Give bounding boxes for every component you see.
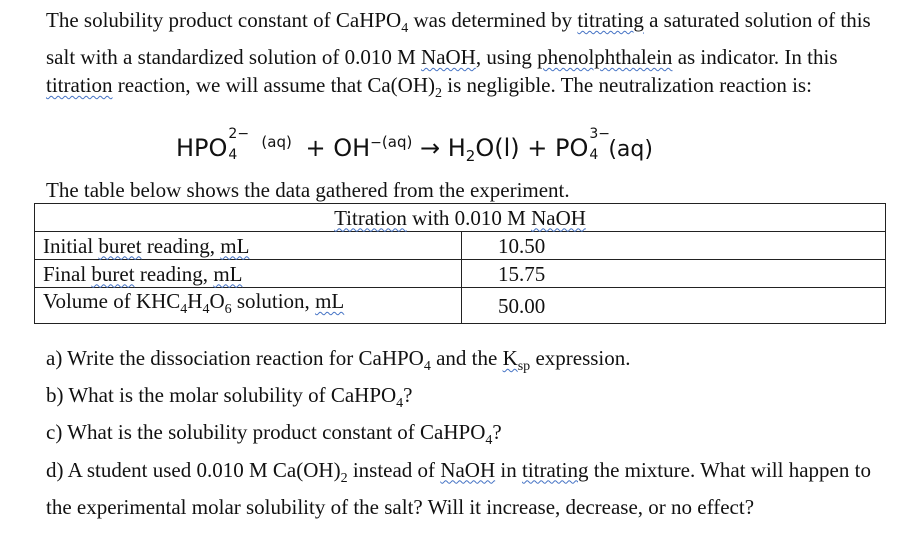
eq-po-phase: (aq) <box>608 137 653 162</box>
question-c-text: c) What is the solubility product constant of CaHPO <box>46 420 486 445</box>
question-a-text: a) Write the dissociation reaction for CaHPO <box>46 346 424 370</box>
question-d-text: in <box>495 457 522 482</box>
eq-oh-phase: (aq) <box>381 133 413 151</box>
table-row <box>35 260 886 288</box>
question-a-text: expression. <box>530 346 631 370</box>
intro-text-10: reaction, we will assume that Ca(OH) <box>112 73 435 98</box>
neutralization-equation <box>176 118 776 168</box>
header-word-naoh: NaOH <box>531 205 586 230</box>
question-a-text: and the <box>430 346 503 370</box>
question-b-text: ? <box>403 383 413 408</box>
question-d <box>46 456 896 521</box>
question-c <box>46 418 896 455</box>
ksp-sub: sp <box>517 359 531 375</box>
intro-sub-2: 2 <box>435 86 442 102</box>
row-label-part: reading, <box>134 261 214 286</box>
question-c-sub: 4 <box>485 433 493 449</box>
eq-hpo: HPO <box>176 134 228 162</box>
table-row <box>35 232 886 260</box>
question-c-text: ? <box>492 420 502 445</box>
row-value-final: 15.75 <box>462 260 886 288</box>
row-label-part: O <box>209 289 225 313</box>
question-list <box>46 344 896 521</box>
header-word-titration: Titration <box>334 205 407 230</box>
intro-text-11: is negligible. The neutralization reaction is: <box>442 73 812 98</box>
question-d-titrating: titrating <box>521 457 589 482</box>
intro-text-2: was determined by <box>408 8 578 32</box>
question-b <box>46 381 896 418</box>
problem-intro <box>46 6 896 108</box>
question-d-text: d) A student used 0.010 M Ca(OH) <box>46 457 341 482</box>
eq-h-sub: 2 <box>465 147 476 165</box>
eq-po-sub: 4 <box>589 147 599 163</box>
intro-word-phenolphthalein: phenolphthalein <box>537 45 673 70</box>
question-a-ksp <box>502 346 531 375</box>
question-a-sub: 4 <box>423 359 431 375</box>
eq-hpo-phase: (aq) <box>261 133 292 151</box>
row-label-initial <box>35 232 462 260</box>
titration-data-table <box>34 203 886 324</box>
eq-oh: + OH <box>305 134 371 162</box>
eq-oh-charge: − <box>370 135 382 151</box>
row-label-unit: mL <box>220 233 250 258</box>
row-label-volume <box>35 288 462 324</box>
row-label-final <box>35 260 462 288</box>
row-label-part: Initial <box>43 233 99 258</box>
table-header-row <box>35 204 886 232</box>
question-d-text: the mixture. What will happen to the experimental molar solubility of the salt? Will it increase, decrease, or no effect? <box>46 457 871 519</box>
row-label-sub: 4 <box>180 302 188 318</box>
intro-word-titrating: titrating <box>577 8 644 32</box>
row-label-sub: 4 <box>202 302 210 318</box>
eq-po-charge: 3− <box>589 126 610 142</box>
intro-text-4: a saturated solution of this salt with a standardized solution of 0.010 M <box>46 8 871 70</box>
question-d-text: instead of <box>347 457 441 482</box>
table-row <box>35 288 886 324</box>
intro-text-8: as indicator. In this <box>672 45 838 70</box>
row-label-part: H <box>187 289 203 313</box>
table-header-cell <box>35 204 886 232</box>
question-b-text: b) What is the molar solubility of CaHPO <box>46 383 397 408</box>
eq-water-po: O(l) + PO <box>475 134 589 162</box>
eq-arrow: → <box>419 134 441 162</box>
row-label-sub: 6 <box>224 302 232 318</box>
row-value-initial: 10.50 <box>462 232 886 260</box>
question-b-sub: 4 <box>396 396 404 412</box>
row-label-unit: mL <box>213 261 243 286</box>
ksp-k: K <box>502 346 518 370</box>
intro-text-1: The solubility product constant of CaHPO <box>46 8 402 32</box>
row-label-part: Final <box>43 261 92 286</box>
question-d-sub: 2 <box>340 470 348 486</box>
question-d-naoh: NaOH <box>440 457 496 482</box>
row-label-part: Volume of KHC <box>43 289 181 313</box>
eq-hpo-charge: 2− <box>228 126 250 142</box>
row-label-buret: buret <box>91 261 135 286</box>
eq-h: H <box>447 134 466 162</box>
row-label-part: reading, <box>141 233 221 258</box>
question-a <box>46 344 896 381</box>
row-label-unit: mL <box>315 289 345 313</box>
row-label-part: solution, <box>231 289 316 313</box>
eq-hpo-sub: 4 <box>228 147 238 163</box>
row-value-volume: 50.00 <box>462 288 886 324</box>
intro-word-naoh: NaOH <box>421 45 476 70</box>
table-intro: The table below shows the data gathered from the experiment. <box>46 178 570 202</box>
eq-hpo-scripts <box>227 126 250 163</box>
header-text: with 0.010 M <box>406 205 532 230</box>
intro-text-6: , using <box>475 45 538 70</box>
row-label-buret: buret <box>98 233 142 258</box>
intro-word-titration: titration <box>46 73 113 98</box>
intro-sub-1: 4 <box>401 21 409 37</box>
eq-po-scripts <box>588 126 610 163</box>
